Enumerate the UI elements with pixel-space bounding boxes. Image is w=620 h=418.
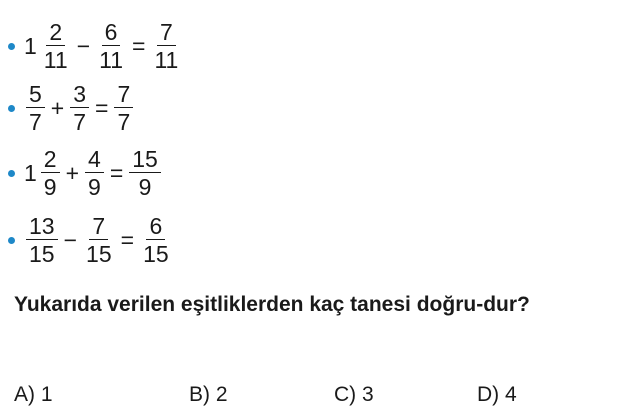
operator: − [63, 226, 78, 253]
option-c[interactable]: C) 3 [334, 383, 374, 406]
numerator: 3 [70, 83, 89, 108]
operator: − [76, 32, 91, 59]
numerator: 7 [157, 21, 176, 46]
operator: + [50, 94, 65, 121]
fraction-left [26, 212, 58, 267]
option-d[interactable]: D) 4 [477, 383, 517, 406]
denominator: 15 [29, 240, 55, 267]
denominator: 9 [138, 173, 152, 200]
equals-sign: = [132, 32, 146, 59]
equals-sign: = [109, 159, 124, 186]
equation-row-2 [8, 80, 135, 135]
fraction-left [41, 18, 71, 73]
equation-row-3 [8, 145, 163, 200]
numerator: 7 [89, 215, 108, 240]
equals-sign: = [120, 226, 135, 253]
fraction-right [83, 212, 115, 267]
denominator: 7 [73, 108, 87, 135]
fraction-left [41, 145, 60, 200]
numerator: 6 [102, 21, 121, 46]
fraction-result [140, 212, 172, 267]
numerator: 15 [129, 148, 161, 173]
fraction-right [70, 80, 89, 135]
answer-options [14, 381, 614, 409]
numerator: 5 [26, 83, 45, 108]
bullet-icon [8, 43, 15, 50]
denominator: 15 [86, 240, 112, 267]
numerator: 2 [41, 148, 60, 173]
question-text: Yukarıda verilen eşitliklerden kaç tanesi doğru-dur? [14, 293, 530, 316]
denominator: 7 [29, 108, 42, 135]
fraction-left [26, 80, 45, 135]
equation-expression [24, 212, 174, 267]
fraction-right [96, 18, 126, 73]
operator: + [65, 159, 80, 186]
equation-row-1 [8, 18, 183, 73]
whole-number: 1 [24, 159, 37, 186]
fraction-right [85, 145, 104, 200]
bullet-icon [8, 237, 15, 244]
fraction-result [114, 80, 133, 135]
equals-sign: = [95, 94, 109, 121]
numerator: 6 [146, 215, 165, 240]
denominator: 7 [117, 108, 131, 135]
fraction-result [129, 145, 161, 200]
denominator: 11 [99, 46, 124, 73]
numerator: 2 [46, 21, 65, 46]
fraction-result [151, 18, 181, 73]
denominator: 11 [154, 46, 179, 73]
option-a[interactable]: A) 1 [14, 383, 53, 406]
numerator: 7 [114, 83, 133, 108]
denominator: 9 [88, 173, 101, 200]
denominator: 11 [43, 46, 68, 73]
equation-expression [24, 80, 135, 135]
whole-number: 1 [24, 32, 37, 59]
denominator: 15 [143, 240, 169, 267]
numerator: 4 [85, 148, 104, 173]
equation-expression [24, 145, 163, 200]
option-b[interactable]: B) 2 [189, 383, 228, 406]
numerator: 13 [26, 215, 58, 240]
equation-expression [24, 18, 183, 73]
equation-row-4 [8, 212, 174, 267]
bullet-icon [8, 170, 15, 177]
bullet-icon [8, 105, 15, 112]
denominator: 9 [43, 173, 57, 200]
